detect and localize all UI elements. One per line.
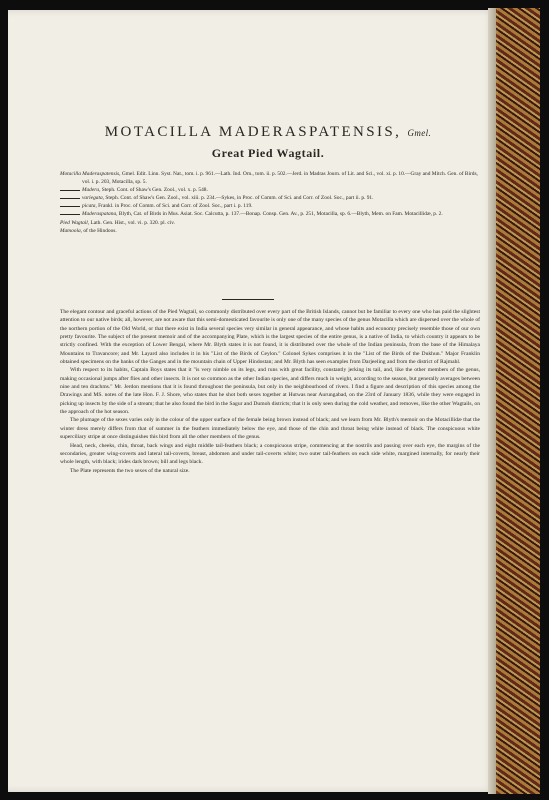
body-paragraph: The Plate represents the two sexes of the natural size. <box>70 467 190 474</box>
synonym-entry <box>60 219 480 227</box>
synonym-name: Mamoola, <box>60 227 83 234</box>
species-scientific-name: MOTACILLA MADERASPATENSIS, <box>104 124 402 140</box>
synonym-entry <box>60 170 480 186</box>
synonym-reference: of the Hindoos. <box>82 227 117 234</box>
body-paragraph: The plumage of the sexes varies only in the colour of the upper surface of the female being brown instead of black; and we learn from Mr. Blyth's memoir on the Motacillidæ that the winter dress merely differs from that of summer in the feathers immediately below the eye, and those of the chin and throat being white instead of black. The conspicuous white superciliary stripe at once distinguishes this bird from all the other members of the genus. <box>60 417 480 441</box>
synonym-name: Motacilla Maderaspatensis, <box>60 171 121 177</box>
description-text <box>60 308 480 475</box>
synonym-reference: Frankl. in Proc. of Comm. of Sci. and Corr. of Zool. Soc., part i. p. 119. <box>96 203 253 210</box>
synonym-name: Pied Wagtail, <box>60 219 90 226</box>
synonym-entry <box>60 186 480 194</box>
synonym-entry <box>60 194 480 202</box>
body-paragraph: With respect to its habits, Captain Boys states that it "is very nimble on its legs, and runs with great facility, constantly jerking its tail, and, like the other members of the genus, making occasional jumps after flies and other insects. It is not so common as the other Indian species, and differs much in weight, according to the season, but generally averages between nine and ten drachms." Mr. Jerdon mentions that it is found throughout the peninsula, but only in the neighbourhood of rivers. I find a figure and description of this species among the Drawings and MS. notes of the late Hon. F. J. Shore, who states that he shot both sexes together at Hutwas near Aurungabad, on the 23rd of January 1836, while they were engaged in picking up insects by the side of a stream; that he also found the bird in the Sagur and Dumoh districts; that it is only seen during the cold weather, and removes, like the other Wagtails, on the approach of the hot season. <box>60 367 480 416</box>
synonym-reference: Steph. Cont. of Shaw's Gen. Zool., vol. x. p. 548. <box>100 187 208 194</box>
synonym-name: Maderaspatana, <box>82 211 118 218</box>
synonym-reference: Lath. Gen. Hist., vol. vi. p. 320. pl. civ. <box>89 219 175 226</box>
species-title <box>68 124 468 141</box>
page-content <box>8 10 496 792</box>
synonym-reference: Steph. Cont. of Shaw's Gen. Zool., vol. xiii. p. 234.—Sykes, in Proc. of Comm. of Sci. and Corr. of Zool. Soc., part ii. p. 91. <box>104 195 374 202</box>
synonym-reference: Gmel. Edit. Linn. Syst. Nat., tom. i. p. 961.—Lath. Ind. Orn., tom. ii. p. 502.—Jerd. in Madras Journ. of Lit. and Sci., vol. xi. p. 10.—Gray and Mitch. Gen. of Birds, vol. i. p. 203, Motacilla, sp. 5. <box>82 171 478 186</box>
synonym-entry <box>60 210 480 218</box>
book-page <box>8 10 496 792</box>
synonymy-list <box>60 170 480 235</box>
species-authority: Gmel. <box>407 128 432 138</box>
species-common-name: Great Pied Wagtail. <box>211 146 325 160</box>
body-paragraph: The elegant contour and graceful actions of the Pied Wagtail, so commonly distributed over every part of the British Islands, cannot but be familiar to every one who has paid the slightest attention to our native birds; all, however, are not aware that this semi-domesticated favourite is only one of the many species of the genus Motacilla which are dispersed over the whole of the northern portion of the Old World, or that there exist in India several species very similar in general appearance, and whose habits and economy precisely resemble those of our own pretty favourite. The subject of the present memoir and of the accompanying Plate, which is the largest species of the entire genus, is a native of India, to which country it appears to be strictly confined. With the exception of Lower Bengal, where Mr. Blyth states it is not found, it is distributed over the whole of the Indian peninsula, from the base of the Himalaya Mountains to Travancore; and Mr. Layard also includes it in his "List of the Birds of Ceylon." Colonel Sykes comprises it in the "List of the Birds of the Dukhun." Major Franklin obtained specimens on the banks of the Ganges and in the mountain chain of Upper Hindostan; and Mr. Blyth has seen examples from Darjeeling and from the district of Rajmahl. <box>60 309 480 366</box>
synonym-reference: Blyth, Cat. of Birds in Mus. Asiat. Soc. Calcutta, p. 137.—Bonap. Consp. Gen. Av., p. 251, Motacilla, sp. 6.—Blyth, Mem. on Fam. Motacillidæ, p. 2. <box>117 211 443 218</box>
synonym-name: variegata, <box>82 195 105 202</box>
synonym-entry <box>60 202 480 210</box>
synonym-entry <box>60 227 480 235</box>
marbled-endpaper <box>496 8 540 794</box>
synonym-name: Madera, <box>82 187 101 194</box>
synonym-name: picata, <box>82 203 97 210</box>
section-divider <box>222 299 274 300</box>
body-paragraph: Head, neck, cheeks, chin, throat, back wings and eight middle tail-feathers black; a conspicuous stripe, commencing at the nostrils and passing over each eye, the margins of the secondaries, greater wing-coverts and lateral tail-coverts, breast, abdomen and under tail-coverts white; two outer tail-feathers on each side white, margined internally, for nearly their whole length, with black; irides dark brown; bill and legs black. <box>60 442 480 466</box>
